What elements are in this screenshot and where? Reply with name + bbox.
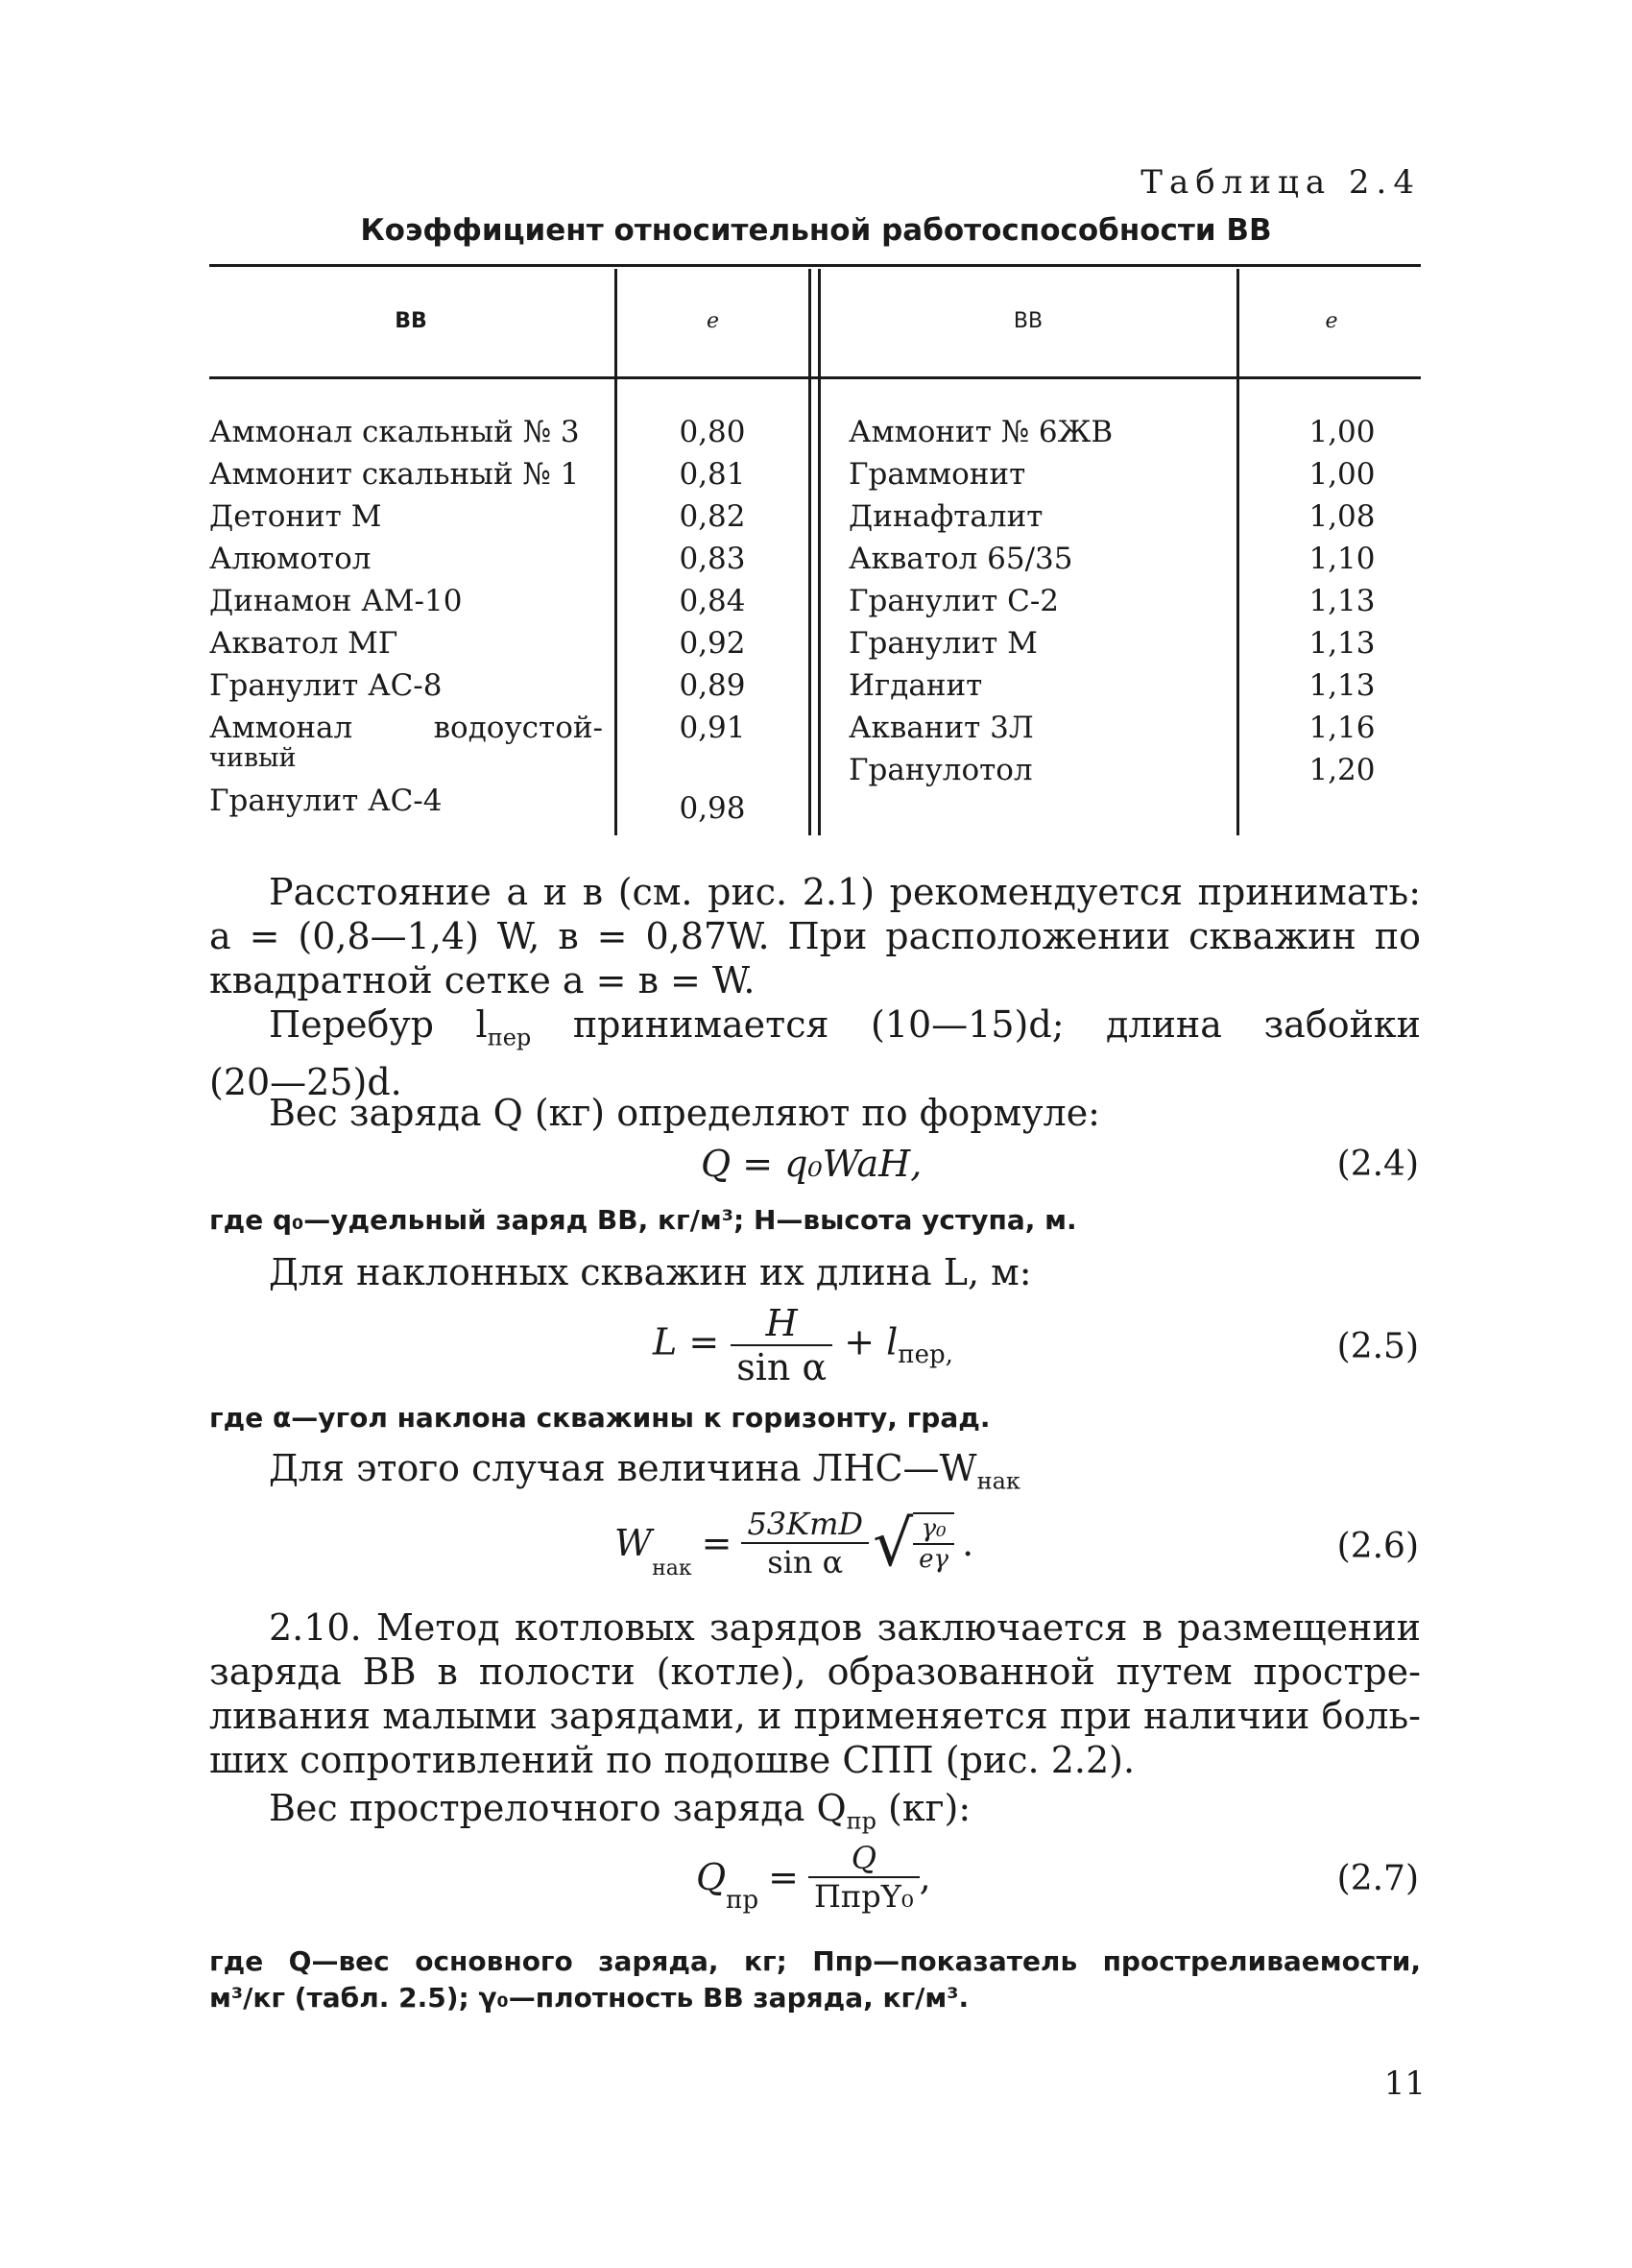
paragraph-shot-charge: Вес прострелочного заряда $Q_{пр}$ (кг): — [269, 1787, 972, 1835]
table-row: Акватол МГ — [209, 626, 398, 661]
header-e-right: e — [1325, 309, 1338, 333]
value-cell: 0,81 — [679, 457, 746, 492]
value-cell: 0,98 — [679, 791, 746, 826]
table-row: Динамон АМ-10 — [209, 584, 463, 618]
value-cell: 0,89 — [679, 668, 746, 703]
value-cell: 0,84 — [679, 584, 746, 618]
value-cell: 0,80 — [679, 415, 746, 449]
value-cell: 1,13 — [1308, 584, 1376, 618]
table-top-rule — [209, 264, 1421, 267]
table-row: Алюмотол — [209, 542, 372, 576]
value-cell: 1,00 — [1308, 457, 1376, 492]
value-cell: 0,91 — [679, 711, 746, 745]
value-cell: 1,00 — [1308, 415, 1376, 449]
value-cell: 1,13 — [1308, 626, 1376, 661]
value-cell: 0,82 — [679, 499, 746, 534]
table-row: Игданит — [849, 668, 983, 703]
value-cell: 1,08 — [1308, 499, 1376, 534]
table-col-divider-2b — [818, 269, 821, 835]
table-row: Динафталит — [849, 499, 1044, 534]
header-e-left: e — [706, 309, 720, 333]
table-row: Аммонит скальный № 1 — [209, 457, 580, 492]
table-row: Гранулит АС-8 — [209, 668, 443, 703]
equation-number-2-4: (2.4) — [1336, 1145, 1419, 1184]
value-cell: 0,83 — [679, 542, 746, 576]
table-row: Акватол 65/35 — [849, 542, 1073, 576]
table-row: Аммонал водоустой- — [209, 711, 603, 745]
table-row: Акванит 3Л — [849, 711, 1034, 745]
value-cell: 1,10 — [1308, 542, 1376, 576]
equation-number-2-5: (2.5) — [1336, 1327, 1419, 1366]
value-cell: 1,20 — [1308, 753, 1376, 787]
paragraph-overdrill: Перебур $l_{пер}$ принимается (10—15)d; длина забойки (20—25)d. — [209, 1003, 1421, 1103]
table-row: Гранулит АС-4 — [209, 784, 443, 818]
note-2-5: где α—угол наклона скважины к горизонту, град. — [209, 1402, 991, 1434]
note-2-7: где Q—вес основного заряда, кг; Ппр—показатель простреливаемости, м³/кг (табл. 2.5); γ₀—плотность ВВ заряда, кг/м³. — [209, 1945, 1421, 2014]
paragraph-lns: Для этого случая величина $ЛНС—W_{нак}$ — [269, 1447, 1020, 1495]
value-cell: 1,16 — [1308, 711, 1376, 745]
page-number: 11 — [1383, 2064, 1426, 2103]
table-row: Граммонит — [849, 457, 1026, 492]
formula-2-4: Q = q₀WaH, — [701, 1143, 923, 1185]
paragraph-2-10: 2.10. Метод котловых зарядов заключается в размещении заряда ВВ в полости (котле), образованной путем простре- ливания малыми зарядами, и применяется при наличии боль- ших сопротивлений по подошве СПП (рис. 2.2). — [209, 1606, 1421, 1781]
formula-2-7: Q $_{пр}$ = $\frac{Q}{\text{ПпрΥ₀}}$ , — [696, 1840, 931, 1915]
sqrt-sign: √ — [873, 1506, 914, 1580]
table-label: Таблица 2.4 — [1140, 163, 1421, 202]
table-row: Аммонит № 6ЖВ — [849, 415, 1114, 449]
table-title: Коэффициент относительной работоспособности ВВ — [360, 213, 1272, 248]
table-row: Детонит М — [209, 499, 382, 534]
table-row: Гранулит М — [849, 626, 1038, 661]
table-col-divider-3 — [1236, 269, 1239, 835]
table-col-divider-2a — [808, 269, 811, 835]
table-row: Аммонал скальный № 3 — [209, 415, 580, 449]
table-col-divider-1 — [614, 269, 617, 835]
table-row: Гранулит С-2 — [849, 584, 1060, 618]
header-vv-left: ВВ — [395, 309, 427, 333]
paragraph-spacing: Расстояние a и в (см. рис. 2.1) рекомендуется принимать: a = (0,8—1,4) W, в = 0,87W. При расположении скважин по квадратной сетке a = в = W. — [209, 871, 1421, 1001]
formula-2-6: W $_{нак}$ = $\frac{\text{53KтD}}{\text{sin α}}$ √ $\frac{\text{γ₀}}{e\gamma}$ . — [614, 1506, 974, 1580]
formula-2-5: L = $\frac{H}{\text{sin α}}$ + $l_{пер,}$ — [653, 1302, 953, 1388]
header-vv-right: ВВ — [1013, 309, 1044, 333]
value-cell: 1,13 — [1308, 668, 1376, 703]
note-2-4: где q₀—удельный заряд ВВ, кг/м³; H—высота уступа, м. — [209, 1204, 1077, 1236]
table-row: Гранулотол — [849, 753, 1033, 787]
paragraph-inclined: Для наклонных скважин их длина L, м: — [269, 1251, 1032, 1293]
equation-number-2-6: (2.6) — [1336, 1527, 1419, 1566]
paragraph-charge-weight: Вес заряда Q (кг) определяют по формуле: — [269, 1092, 1100, 1134]
equation-number-2-7: (2.7) — [1336, 1859, 1419, 1898]
value-cell: 0,92 — [679, 626, 746, 661]
table-row-cont: чивый — [209, 743, 297, 773]
